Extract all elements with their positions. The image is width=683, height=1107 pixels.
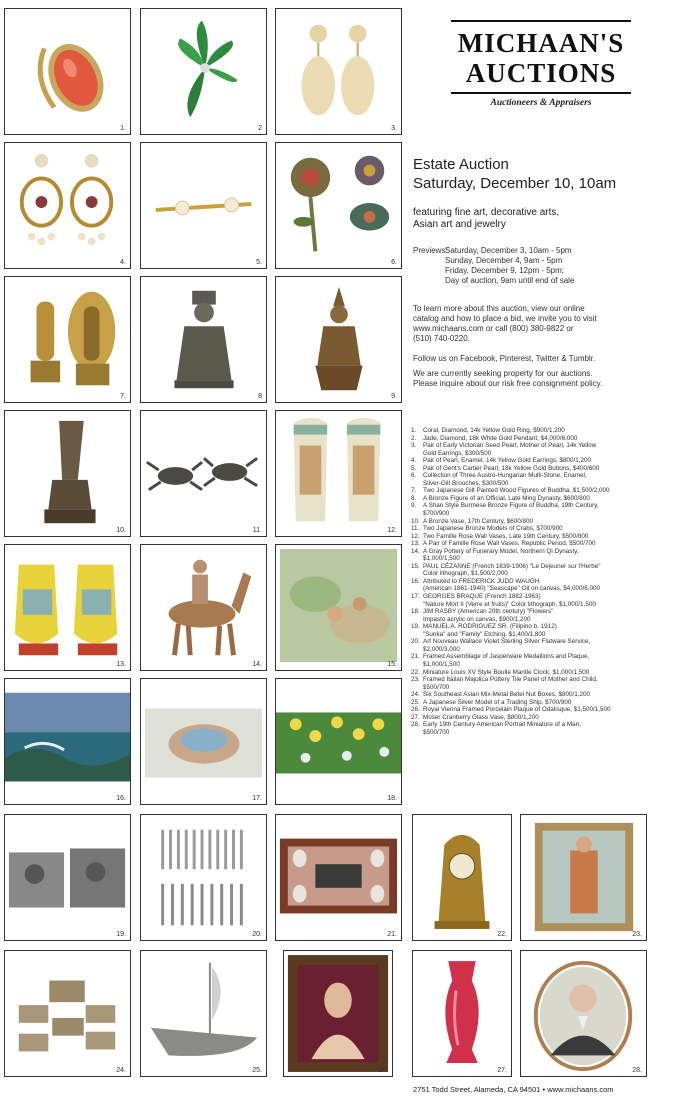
buddha-figures-image: [5, 277, 130, 402]
list-item: 3. Pair of Early Victorian Seed Pearl, Mother of Pearl, 14k Yellow: [411, 442, 597, 450]
list-item: 28. Early 19th Century American Portrait Miniature of a Man,: [411, 721, 581, 729]
tile-number: 10.: [116, 527, 126, 534]
list-item: 20. Art Nouveau Wallace Violet Sterling Silver Flatware Service,: [411, 638, 591, 646]
tile-number: 13.: [116, 661, 126, 668]
seeking-line: We are currently seeking property for our auctions.: [413, 369, 593, 378]
list-item: 12. Two Famille Rose Wall Vases, Late 19th Century, $500/800: [411, 532, 589, 540]
previews-label: Previews:: [413, 246, 448, 255]
list-item: 25. A Japanese Silver Model of a Trading Ship, $700/900: [411, 698, 572, 706]
lot-list: [411, 427, 673, 736]
list-item: Color lithograph, $1,500/2,000: [423, 570, 508, 578]
jade-pendant-image: [141, 9, 266, 134]
boulle-clock-image: [413, 815, 511, 940]
coral-ring-image: [5, 9, 130, 134]
list-item: 17. GEORGES BRAQUE (French 1882-1963): [411, 593, 541, 601]
list-item: 9. A Shan Style Burmese Bronze Figure of Buddha, 19th Century,: [411, 502, 599, 510]
bronze-official-image: [141, 277, 266, 402]
event-featuring: [413, 207, 653, 231]
list-item: 5. Pair of Gent's Cartier Pearl, 18k Yellow Gold Buttons, $400/600: [411, 464, 600, 472]
lot-tile-8[interactable]: [140, 276, 267, 403]
cranberry-vase-image: [413, 951, 511, 1076]
footer-address: 2751 Todd Street, Alameda, CA 94501 • www.michaans.com: [413, 1085, 614, 1094]
lot-tile-15[interactable]: [275, 544, 402, 671]
event-title-line1: Estate Auction: [413, 156, 509, 173]
list-item: $500/700: [423, 728, 450, 736]
list-item: $2,000/3,000: [423, 645, 460, 653]
tile-number: 17.: [252, 795, 262, 802]
tile-number: 7.: [120, 393, 126, 400]
shan-buddha-image: [276, 277, 401, 402]
bronze-vase-image: [5, 411, 130, 536]
lot-tile-13[interactable]: [4, 544, 131, 671]
lot-tile-25[interactable]: [140, 950, 267, 1077]
tile-number: 11.: [252, 527, 262, 534]
lot-tile-3[interactable]: [275, 8, 402, 135]
seeking-text: [413, 369, 653, 389]
learn-more-line: To learn more about this auction, view our online: [413, 304, 585, 313]
tile-number: 14.: [252, 661, 262, 668]
lot-tile-16[interactable]: [4, 678, 131, 805]
list-item: 1. Coral, Diamond, 14k Yellow Gold Ring, $900/1,200: [411, 427, 565, 434]
list-item: 19. MANUEL A. RODRIGUEZ SR. (Filipino b. 1912): [411, 623, 557, 631]
flowers-painting-image: [276, 679, 401, 804]
tile-number: 5.: [256, 259, 262, 266]
yellow-wall-vases-image: [5, 545, 130, 670]
list-item: $1,000/1,500: [423, 660, 460, 668]
list-item: 10. A Bronze Vase, 17th Century, $600/800: [411, 517, 534, 525]
lot-tile-17[interactable]: [140, 678, 267, 805]
tile-number: 2: [258, 125, 262, 132]
learn-more-line: (510) 740-0220.: [413, 334, 470, 343]
royal-vienna-plaque-image: [284, 951, 392, 1076]
lot-tile-4[interactable]: [4, 142, 131, 269]
brand-name-line1: MICHAAN'S: [457, 28, 625, 58]
learn-more-line[interactable]: www.michaans.com or call (800) 380-9822 or: [413, 324, 574, 333]
list-item: 6. Collection of Three Austro-Hungarian Multi-Stone, Enamel,: [411, 472, 587, 480]
lot-tile-11[interactable]: [140, 410, 267, 537]
lot-tile-5[interactable]: [140, 142, 267, 269]
preview-line: Day of auction, 9am until end of sale: [445, 276, 575, 285]
braque-lithograph-image: [141, 679, 266, 804]
pottery-horse-image: [141, 545, 266, 670]
list-item: $700/900: [423, 510, 450, 518]
pearl-buttons-image: [141, 143, 266, 268]
lot-tile-1[interactable]: [4, 8, 131, 135]
tile-number: 28.: [632, 1067, 642, 1074]
featuring-line1: featuring fine art, decorative arts,: [413, 207, 560, 218]
list-item: Gold Earrings, $300/500: [423, 449, 492, 457]
lot-tile-28[interactable]: [520, 950, 647, 1077]
tile-number: 23.: [632, 931, 642, 938]
tile-number: 3.: [391, 125, 397, 132]
brooches-image: [276, 143, 401, 268]
silver-flatware-image: [141, 815, 266, 940]
lot-tile-14[interactable]: [140, 544, 267, 671]
list-item: 4. Pair of Pearl, Enamel, 14k Yellow Gold Earrings, $800/1,200: [411, 457, 592, 465]
follow-text: Follow us on Facebook, Pinterest, Twitter & Tumblr.: [413, 354, 596, 363]
list-item: 2. Jade, Diamond, 18k White Gold Pendant, $4,000/6,000: [411, 434, 578, 442]
event-title: [413, 155, 653, 193]
tile-number: 19.: [116, 931, 126, 938]
list-item: 27. Moser Cranberry Glass Vase, $800/1,200: [411, 713, 539, 721]
list-item: 21. Framed Assemblage of Jasperware Medallions and Plaque,: [411, 653, 590, 661]
lot-tile-26[interactable]: [283, 950, 393, 1077]
tile-number: 15.: [387, 661, 397, 668]
previews: [413, 246, 653, 286]
list-item: Silver-Gilt Brooches, $300/500: [423, 479, 509, 487]
lot-tile-18[interactable]: [275, 678, 402, 805]
bronze-crabs-image: [141, 411, 266, 536]
famille-rose-wall-vases-image: [276, 411, 401, 536]
tile-number: 9.: [391, 393, 397, 400]
tile-number: 12.: [387, 527, 397, 534]
preview-line: Saturday, December 3, 10am - 5pm: [445, 246, 572, 255]
learn-more-line: catalog and how to place a bid, we invite you to visit: [413, 314, 597, 323]
majolica-panel-image: [521, 815, 646, 940]
lot-tile-21[interactable]: [275, 814, 402, 941]
lot-tile-6[interactable]: [275, 142, 402, 269]
lot-tile-10[interactable]: [4, 410, 131, 537]
list-item: 11. Two Japanese Bronze Models of Crabs, $700/900: [411, 525, 563, 533]
list-item: 13. A Pair of Famille Rose Wall Vases, Republic Period, $500/700: [411, 540, 596, 548]
tile-number: 21.: [387, 931, 397, 938]
lot-tile-27[interactable]: [412, 950, 512, 1077]
list-item: 8. A Bronze Figure of an Official, Late Ming Dynasty, $600/800: [411, 494, 590, 502]
lot-tile-19[interactable]: [4, 814, 131, 941]
etchings-image: [5, 815, 130, 940]
list-item: $500/700: [423, 683, 450, 691]
list-item: "Nature Mort II (Verre et fruits)" Color lithograph, $1,000/1,500: [423, 600, 596, 608]
tile-number: 27.: [497, 1067, 507, 1074]
list-item: 23. Framed Italian Majolica Pottery Tile Panel of Mother and Child,: [411, 676, 598, 684]
tile-number: 1.: [120, 125, 126, 132]
tile-number: 16.: [116, 795, 126, 802]
list-item: 26. Royal Vienna Framed Porcelain Plaque of Odalisque, $1,500/1,500: [411, 706, 611, 714]
tile-number: 18.: [387, 795, 397, 802]
tile-number: 24.: [116, 1067, 126, 1074]
pearl-earrings-image: [276, 9, 401, 134]
preview-line: Friday, December 9, 12pm - 5pm;: [445, 266, 565, 275]
seascape-painting-image: [5, 679, 130, 804]
list-item: 24. Six Southeast Asian Mix-Metal Betel Nut Boxes, $800/1,200: [411, 691, 590, 699]
tile-number: 8: [258, 393, 262, 400]
cezanne-lithograph-image: [276, 545, 401, 670]
list-item: $1,000/1,500: [423, 555, 460, 563]
tile-number: 6.: [391, 259, 397, 266]
lot-tile-7[interactable]: [4, 276, 131, 403]
preview-line: Sunday, December 4, 9am - 5pm: [445, 256, 563, 265]
featuring-line2: Asian art and jewelry: [413, 219, 506, 230]
silver-ship-image: [141, 951, 266, 1076]
portrait-miniature-image: [521, 951, 646, 1076]
list-item: "Sunka" and "Family" Etching, $1,400/1,800: [423, 630, 546, 638]
lot-tile-2[interactable]: [140, 8, 267, 135]
list-item: 7. Two Japanese Gilt Painted Wood Figures of Buddha, $1,500/2,000: [411, 487, 610, 495]
list-item: (American 1861-1940) "Seascape" Oil on canvas, $4,000/6,000: [423, 585, 601, 593]
list-item: 15. PAUL CÉZANNE (French 1839-1906) "Le Dejeuner sur l'Herbe": [411, 562, 601, 570]
lot-tile-20[interactable]: [140, 814, 267, 941]
event-title-line2: Saturday, December 10, 10am: [413, 175, 617, 192]
list-item: Impasto acrylic on canvas, $900/1,200: [423, 615, 531, 623]
lot-tile-24[interactable]: [4, 950, 131, 1077]
brand-name-line2: AUCTIONS: [465, 58, 617, 88]
list-item: 14. A Gray Pottery of Funerary Model, Northern Qi Dynasty,: [411, 547, 579, 555]
list-item: 22. Miniature Louis XV Style Boulle Mantle Clock, $1,000/1,500: [411, 668, 590, 676]
list-item: 16. Attributed to FREDERICK JUDD WAUGH: [411, 577, 540, 585]
tile-number: 26.: [378, 1067, 388, 1074]
jasperware-assemblage-image: [276, 815, 401, 940]
lot-tile-9[interactable]: [275, 276, 402, 403]
seeking-line: Please inquire about our risk free consignment policy.: [413, 379, 603, 388]
enamel-earrings-image: [5, 143, 130, 268]
betel-nut-boxes-image: [5, 951, 130, 1076]
lot-tile-22[interactable]: [412, 814, 512, 941]
brand-logo: [451, 20, 631, 108]
tile-number: 22.: [497, 931, 507, 938]
tile-number: 20.: [252, 931, 262, 938]
lot-tile-23[interactable]: [520, 814, 647, 941]
brand-tagline: Auctioneers & Appraisers: [490, 98, 592, 108]
lot-tile-12[interactable]: [275, 410, 402, 537]
tile-number: 25.: [252, 1067, 262, 1074]
tile-number: 4.: [120, 259, 126, 266]
list-item: 18. JIM RASBY (American 20th century) "Flowers": [411, 608, 554, 616]
learn-more-text: [413, 304, 653, 344]
